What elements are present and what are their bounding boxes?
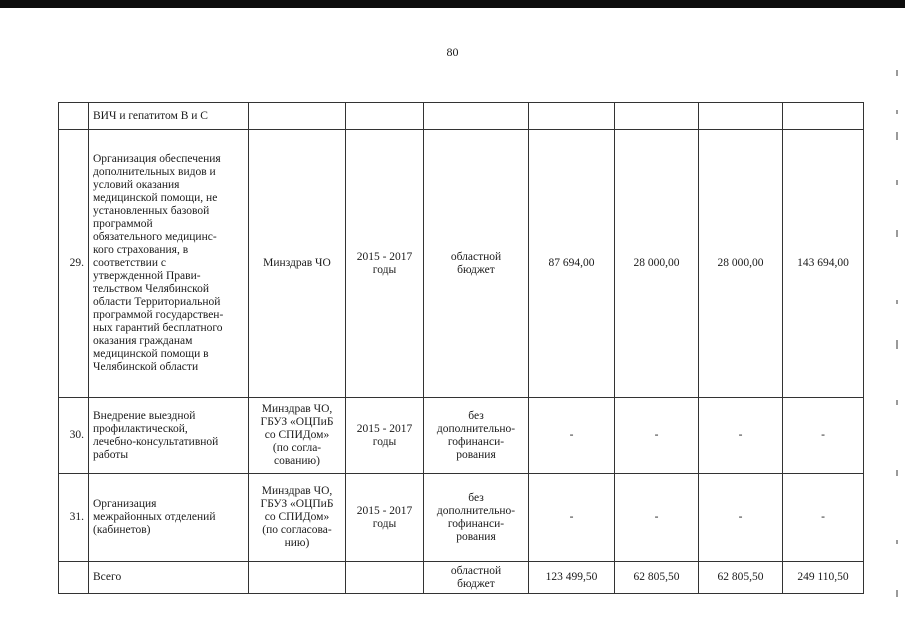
amount-2016 [615, 103, 699, 130]
amount-2016: - [615, 398, 699, 474]
amount-total: - [783, 474, 864, 562]
executor [249, 562, 346, 594]
row-number: 29. [59, 130, 89, 398]
funding-source: областной бюджет [424, 130, 529, 398]
amount-total: - [783, 398, 864, 474]
total-label: Всего [89, 562, 249, 594]
scan-edge-noise [896, 70, 899, 630]
period [346, 103, 424, 130]
executor: Минздрав ЧО [249, 130, 346, 398]
executor: Минздрав ЧО, ГБУЗ «ОЦПиБ со СПИДом» (по согла- сованию) [249, 398, 346, 474]
table-row [59, 474, 864, 562]
table-row [59, 130, 864, 398]
row-number [59, 562, 89, 594]
executor [249, 103, 346, 130]
amount-2016: 28 000,00 [615, 130, 699, 398]
row-number [59, 103, 89, 130]
row-number: 31. [59, 474, 89, 562]
amount-2015 [529, 103, 615, 130]
amount-2017: 62 805,50 [699, 562, 783, 594]
amount-2015: 87 694,00 [529, 130, 615, 398]
table-row [59, 103, 864, 130]
period: 2015 - 2017 годы [346, 130, 424, 398]
row-number: 30. [59, 398, 89, 474]
funding-source: без дополнительно- гофинанси- рования [424, 398, 529, 474]
funding-source [424, 103, 529, 130]
funding-source: без дополнительно- гофинанси- рования [424, 474, 529, 562]
amount-2017: 28 000,00 [699, 130, 783, 398]
executor: Минздрав ЧО, ГБУЗ «ОЦПиБ со СПИДом» (по согласова- нию) [249, 474, 346, 562]
amount-total [783, 103, 864, 130]
amount-total: 249 110,50 [783, 562, 864, 594]
page-number: 80 [446, 45, 459, 59]
amount-total: 143 694,00 [783, 130, 864, 398]
measure-description: Организация обеспечения дополнительных видов и условий оказания медицинской помощи, не установленных базовой программой обязательного медицинс- кого страхования, в соответствии с утвержденной Прави- тельством Челябинской области Территориальной программой государствен- ных гарантий бесплатного оказания гражданам медицинской помощи в Челябинской области [89, 130, 249, 398]
period: 2015 - 2017 годы [346, 474, 424, 562]
amount-2016: - [615, 474, 699, 562]
program-measures-table [58, 102, 864, 594]
scan-top-border [0, 0, 905, 8]
measure-description: ВИЧ и гепатитом В и С [89, 103, 249, 130]
funding-source: областной бюджет [424, 562, 529, 594]
amount-2017: - [699, 474, 783, 562]
amount-2015: - [529, 474, 615, 562]
amount-2016: 62 805,50 [615, 562, 699, 594]
amount-2015: 123 499,50 [529, 562, 615, 594]
measure-description: Организация межрайонных отделений (кабинетов) [89, 474, 249, 562]
period: 2015 - 2017 годы [346, 398, 424, 474]
period [346, 562, 424, 594]
amount-2015: - [529, 398, 615, 474]
amount-2017 [699, 103, 783, 130]
amount-2017: - [699, 398, 783, 474]
measure-description: Внедрение выездной профилактической, лечебно-консультативной работы [89, 398, 249, 474]
table-row [59, 398, 864, 474]
table-row [59, 562, 864, 594]
